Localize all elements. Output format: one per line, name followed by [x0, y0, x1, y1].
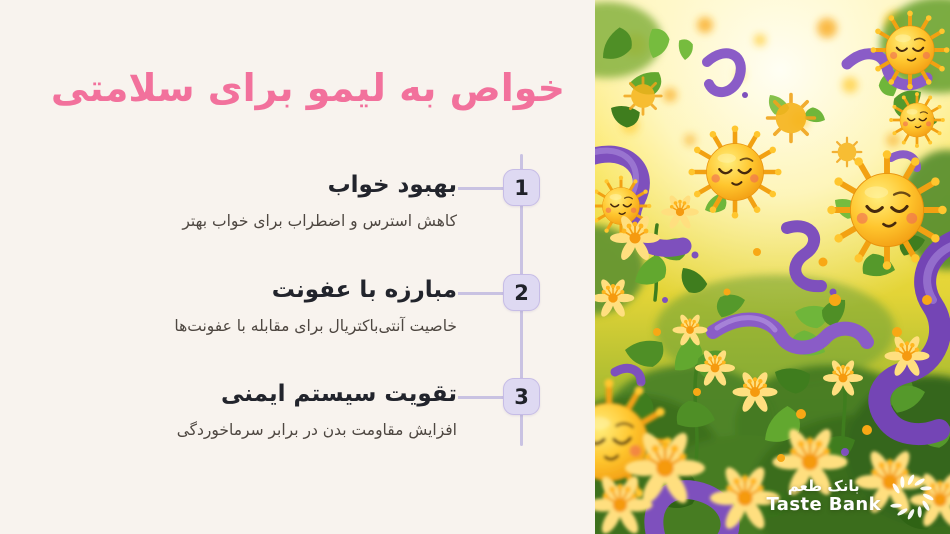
- connector-line-1: [458, 187, 506, 190]
- connector-line-2: [458, 292, 506, 295]
- connector-line-3: [458, 396, 506, 399]
- illustration-panel: [595, 0, 950, 534]
- background-sun-silhouette: [625, 78, 661, 114]
- item-description-infection: خاصیت آنتی‌باکتریال برای مقابله با عفونت‌ها: [174, 317, 457, 335]
- page-title: خواص به لیمو برای سلامتی: [50, 66, 565, 110]
- item-heading-infection: مبارزه با عفونت: [271, 277, 457, 303]
- step-number-2: 2: [514, 280, 529, 305]
- logo-name-farsi: بانک طعم: [787, 477, 860, 496]
- item-description-sleep: کاهش استرس و اضطراب برای خواب بهتر: [182, 212, 457, 230]
- step-number-3: 3: [514, 384, 529, 409]
- item-description-immune: افزایش مقاومت بدن در برابر سرماخوردگی: [176, 421, 457, 439]
- logo-text: [766, 478, 881, 516]
- step-number-badge-1: [503, 169, 540, 206]
- step-number-badge-2: [503, 274, 540, 311]
- item-heading-sleep: بهبود خواب: [327, 172, 457, 198]
- item-heading-immune: تقویت سیستم ایمنی: [220, 381, 457, 407]
- taste-bank-logo: [766, 474, 934, 520]
- background-sun-silhouette: [768, 95, 815, 142]
- step-number-1: 1: [514, 175, 529, 200]
- step-number-badge-3: [503, 378, 540, 415]
- leaf-wreath-icon: [888, 474, 934, 520]
- garden-illustration: [595, 0, 950, 534]
- logo-name-english: Taste Bank: [766, 494, 881, 516]
